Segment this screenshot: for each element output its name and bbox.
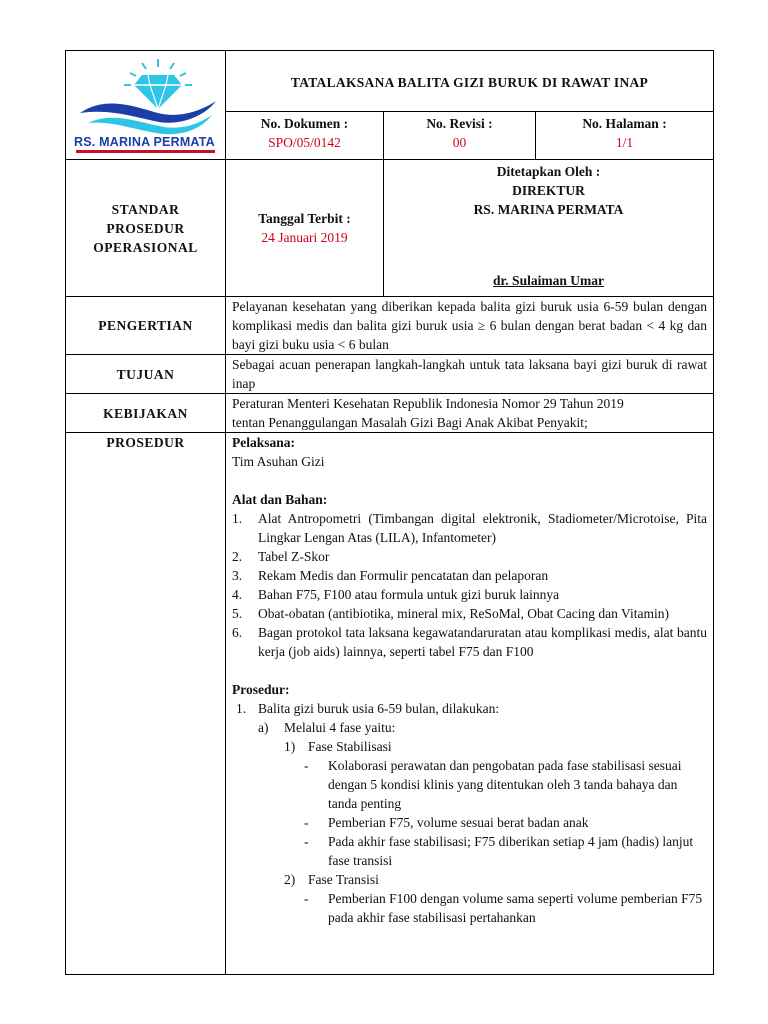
phase-2-item-text: Pemberian F100 dengan volume sama seperti volume pemberian F75 pada akhir fase stabilisasi pertahankan (328, 891, 703, 925)
alat-item-text: Tabel Z-Skor (258, 549, 330, 564)
prosedur-label: PROSEDUR (66, 433, 226, 975)
page-number-label: No. Halaman : (582, 116, 667, 131)
pelaksana-heading: Pelaksana: (232, 435, 296, 450)
sop-label-line1: STANDAR (111, 201, 180, 217)
logo-underline (76, 150, 215, 153)
dash-marker: - (304, 891, 309, 906)
signatory-name: dr. Sulaiman Umar (493, 273, 604, 288)
tujuan-label: TUJUAN (66, 355, 226, 394)
revision-value: 00 (452, 135, 467, 150)
issue-date-label: Tanggal Terbit : (258, 211, 351, 226)
phase-2-title: Fase Transisi (308, 872, 379, 887)
alat-item-text: Rekam Medis dan Formulir pencatatan dan pelaporan (258, 568, 549, 583)
document-title: TATALAKSANA BALITA GIZI BURUK DI RAWAT INAP (226, 51, 714, 112)
alat-item-text: Alat Antropometri (Timbangan digital elektronik, Stadiometer/Microtoise, Pita Lingkar Lengan Atas (LILA), Infantometer) (258, 511, 707, 545)
pengertian-label: PENGERTIAN (66, 297, 226, 355)
step-1a-text: Melalui 4 fase yaitu: (284, 720, 396, 735)
alat-item-text: Bahan F75, F100 atau formula untuk gizi buruk lainnya (258, 587, 560, 602)
alat-item-number: 1. (232, 511, 243, 526)
phase-1-marker: 1) (284, 739, 296, 754)
alat-item (232, 547, 707, 566)
alat-item (232, 585, 707, 604)
phase-2-marker: 2) (284, 872, 296, 887)
dash-marker: - (304, 758, 309, 773)
issue-date-value: 24 Januari 2019 (261, 230, 348, 245)
approved-by-label: Ditetapkan Oleh : (496, 164, 601, 179)
document-number-cell (226, 112, 384, 160)
alat-item-number: 4. (232, 587, 243, 602)
approver-organization: RS. MARINA PERMATA (473, 202, 624, 217)
page-number-cell (536, 112, 714, 160)
phase-1-list (232, 756, 707, 870)
pengertian-text: Pelayanan kesehatan yang diberikan kepada balita gizi buruk usia 6-59 bulan dengan komplikasi medis dan balita gizi buruk usia ≥ 6 bulan dengan berat badan < 4 kg dan bayi gizi buku usia < 6 bulan (226, 297, 714, 355)
phase-2-item (232, 889, 707, 927)
alat-item (232, 509, 707, 547)
step-1a-marker: a) (258, 720, 269, 735)
step-1-number: 1. (236, 701, 247, 716)
issue-date-cell (226, 160, 384, 297)
alat-item-text: Obat-obatan (antibiotika, mineral mix, ReSoMal, Obat Cacing dan Vitamin) (258, 606, 669, 621)
alat-list (232, 509, 707, 661)
alat-heading: Alat dan Bahan: (232, 492, 328, 507)
kebijakan-cell (226, 394, 714, 433)
phase-1-item (232, 813, 707, 832)
dash-marker: - (304, 815, 309, 830)
alat-item-number: 6. (232, 625, 243, 640)
phase-1-item-text: Pada akhir fase stabilisasi; F75 diberikan setiap 4 jam (hadis) lanjut fase transisi (328, 834, 694, 868)
phase-1-item (232, 756, 707, 813)
sop-label-line2: PROSEDUR (106, 220, 185, 236)
sop-table (65, 50, 714, 975)
alat-item (232, 566, 707, 585)
alat-item-number: 3. (232, 568, 243, 583)
dash-marker: - (304, 834, 309, 849)
pelaksana-text: Tim Asuhan Gizi (232, 454, 325, 469)
tujuan-text: Sebagai acuan penerapan langkah-langkah untuk tata laksana bayi gizi buruk di rawat inap (226, 355, 714, 394)
page-number-value: 1/1 (615, 135, 634, 150)
alat-item-text: Bagan protokol tata laksana kegawatandaruratan atau komplikasi medis, alat bantu kerja (job aids) lainnya, seperti tabel F75 dan F100 (258, 625, 707, 659)
phase-1-item-text: Kolaborasi perawatan dan pengobatan pada fase stabilisasi sesuai dengan 5 kondisi klinis yang ditentukan oleh 3 tanda bahaya dan tanda penting (328, 758, 682, 811)
approval-cell (384, 160, 714, 297)
alat-item-number: 2. (232, 549, 243, 564)
phase-1-item (232, 832, 707, 870)
alat-item (232, 604, 707, 623)
alat-item-number: 5. (232, 606, 243, 621)
revision-cell (384, 112, 536, 160)
phase-1-title: Fase Stabilisasi (308, 739, 392, 754)
hospital-logo (66, 51, 226, 160)
kebijakan-line1: Peraturan Menteri Kesehatan Republik Indonesia Nomor 29 Tahun 2019 (232, 396, 624, 411)
phase-1 (232, 737, 707, 756)
revision-label: No. Revisi : (426, 116, 493, 131)
sop-label-cell (66, 160, 226, 297)
step-1a (232, 718, 707, 737)
hospital-name: RS. MARINA PERMATA (74, 135, 215, 149)
document-number-value: SPO/05/0142 (268, 135, 341, 150)
document-number-label: No. Dokumen : (260, 116, 349, 131)
phase-1-item-text: Pemberian F75, volume sesuai berat badan anak (328, 815, 589, 830)
phase-2 (232, 870, 707, 889)
prosedur-content (226, 433, 714, 975)
prosedur-heading: Prosedur: (232, 682, 290, 697)
kebijakan-line2: tentan Penanggulangan Masalah Gizi Bagi Anak Akibat Penyakit; (232, 415, 588, 430)
step-1-text: Balita gizi buruk usia 6-59 bulan, dilakukan: (258, 701, 500, 716)
step-1 (232, 699, 707, 718)
approver-role: DIREKTUR (512, 183, 585, 198)
sop-label-line3: OPERASIONAL (93, 239, 198, 255)
kebijakan-label: KEBIJAKAN (66, 394, 226, 433)
alat-item (232, 623, 707, 661)
phase-2-list (232, 889, 707, 927)
